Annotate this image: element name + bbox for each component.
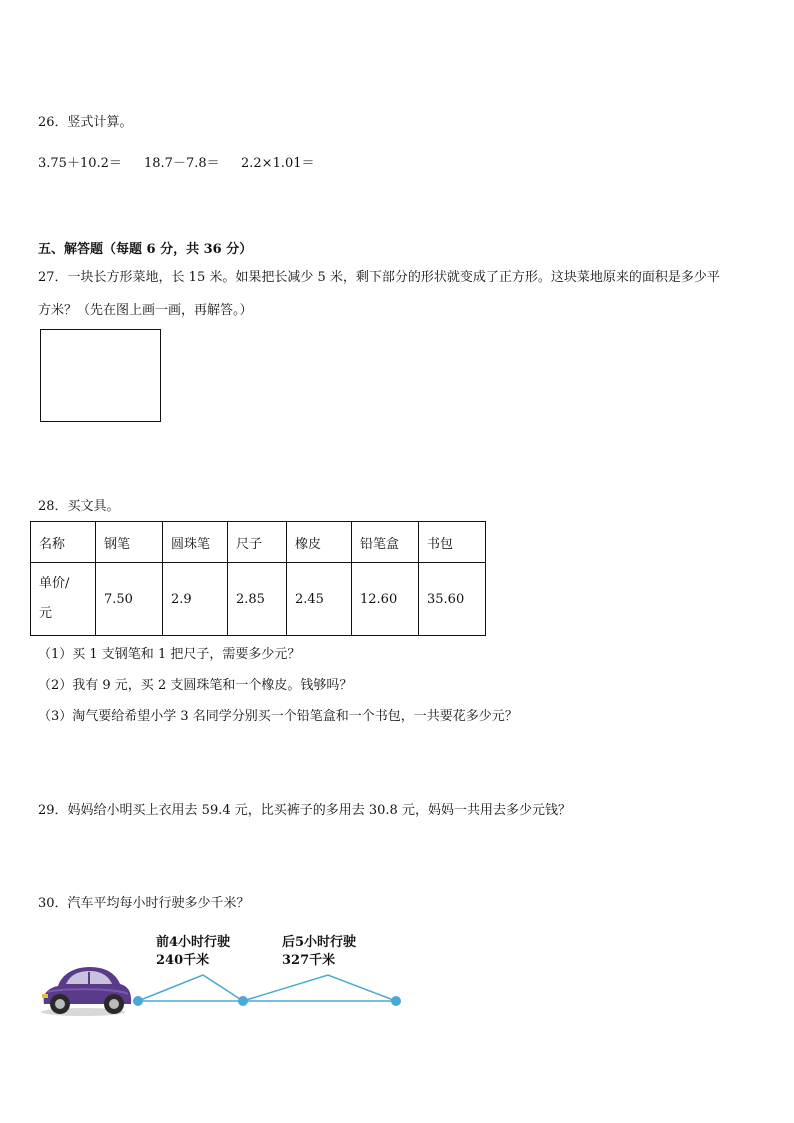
table-header-cell: 名称 xyxy=(31,522,96,563)
rectangle-drawing-box xyxy=(40,329,161,422)
price-table xyxy=(30,521,486,636)
q26-expr-3: 2.2×1.01＝ xyxy=(241,156,315,171)
table-header-cell: 书包 xyxy=(419,522,486,563)
price-cell: 2.45 xyxy=(287,563,352,636)
price-cell: 2.9 xyxy=(163,563,228,636)
price-cell: 7.50 xyxy=(96,563,163,636)
q28-title: 28．买文具。 xyxy=(38,499,120,514)
car-icon xyxy=(41,967,131,1016)
q29-text: 29．妈妈给小明买上衣用去 59.4 元，比买裤子的多用去 30.8 元，妈妈一共用去多少元钱？ xyxy=(38,803,571,818)
q27-line-1: 27．一块长方形菜地，长 15 米。如果把长减少 5 米，剩下部分的形状就变成了正方形。这块菜地原来的面积是多少平 xyxy=(38,270,720,285)
q26-expr-2: 18.7－7.8＝ xyxy=(144,156,220,171)
mid-point xyxy=(238,996,248,1006)
table-header-row xyxy=(31,522,486,563)
table-row xyxy=(31,563,486,636)
table-header-cell: 圆珠笔 xyxy=(163,522,228,563)
q27-line-2: 方米？（先在图上画一画，再解答。） xyxy=(38,303,253,318)
table-header-cell: 钢笔 xyxy=(96,522,163,563)
price-cell: 12.60 xyxy=(352,563,419,636)
end-point xyxy=(391,996,401,1006)
segment-2-distance: 327千米 xyxy=(282,953,336,968)
car-journey-diagram xyxy=(38,932,408,1022)
q26-expr-1: 3.75＋10.2＝ xyxy=(38,156,122,171)
row-label-line-1: 单价/ xyxy=(39,576,70,591)
table-header-cell: 铅笔盒 xyxy=(352,522,419,563)
q28-sub-3: （3）淘气要给希望小学 3 名同学分别买一个铅笔盒和一个书包，一共要花多少元？ xyxy=(38,709,518,724)
price-cell: 2.85 xyxy=(228,563,287,636)
table-header-cell: 尺子 xyxy=(228,522,287,563)
distance-line xyxy=(138,975,396,1001)
price-cell: 35.60 xyxy=(419,563,486,636)
q28-sub-2: （2）我有 9 元，买 2 支圆珠笔和一个橡皮。钱够吗？ xyxy=(38,678,353,693)
section-5-heading: 五、解答题（每题 6 分，共 36 分） xyxy=(38,242,253,257)
row-label-line-2: 元 xyxy=(39,606,53,621)
segment-1-time: 前4小时行驶 xyxy=(156,935,231,950)
q30-title: 30．汽车平均每小时行驶多少千米？ xyxy=(38,896,250,911)
start-point xyxy=(133,996,143,1006)
segment-1-distance: 240千米 xyxy=(156,953,210,968)
journey-svg xyxy=(38,932,408,1022)
segment-2-time: 后5小时行驶 xyxy=(282,935,357,950)
table-header-cell: 橡皮 xyxy=(287,522,352,563)
row-label-cell xyxy=(31,563,96,636)
q26-title: 26．竖式计算。 xyxy=(38,115,133,130)
q28-sub-1: （1）买 1 支钢笔和 1 把尺子，需要多少元？ xyxy=(38,647,301,662)
